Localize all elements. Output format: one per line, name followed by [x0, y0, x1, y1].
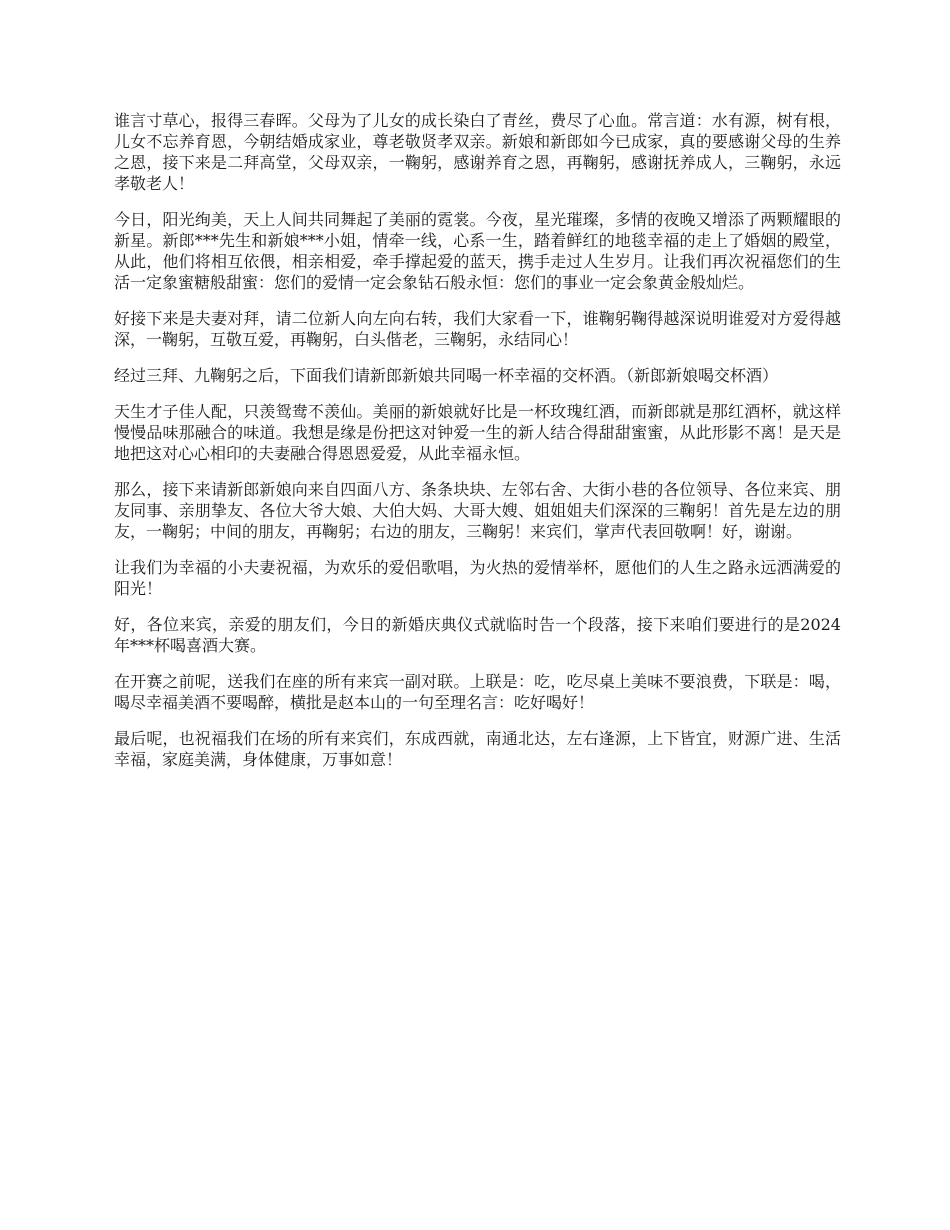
- paragraph-wedding-toast: 经过三拜、九鞠躬之后，下面我们请新郎新娘共同喝一杯幸福的交杯酒。（新郎新娘喝交杯酒）: [114, 366, 779, 385]
- document-body: [114, 110, 841, 785]
- paragraph-couple-bow: 好接下来是夫妻对拜，请二位新人向左向右转，我们大家看一下，谁鞠躬鞠得越深说明谁爱对方爱得越深，一鞠躬，互敬互爱，再鞠躬，白头偕老，三鞠躬，永结同心！: [114, 309, 841, 349]
- paragraph-final-blessing: 最后呢，也祝福我们在场的所有来宾们，东成西就，南通北达，左右逢源，上下皆宜，财源广进、生活幸福，家庭美满，身体健康，万事如意！: [114, 729, 841, 769]
- paragraph-couplet: 在开赛之前呢，送我们在座的所有来宾一副对联。上联是：吃，吃尽桌上美味不要浪费，下联是：喝，喝尽幸福美酒不要喝醉，横批是赵本山的一句至理名言：吃好喝好！: [114, 672, 841, 712]
- paragraph-blessing-couple: 今日，阳光绚美，天上人间共同舞起了美丽的霓裳。今夜，星光璀璨，多情的夜晚又增添了两颗耀眼的新星。新郎***先生和新娘***小姐，情牵一线，心系一生，踏着鲜红的地毯幸福的走上了婚姻的殿堂，从此，他们将相互依偎，相亲相爱，牵手撑起爱的蓝天，携手走过人生岁月。让我们再次祝福您们的生活一定象蜜糖般甜蜜：您们的爱情一定会象钻石般永恒：您们的事业一定会象黄金般灿烂。: [114, 210, 841, 292]
- paragraph-guests-bow: 那么，接下来请新郎新娘向来自四面八方、条条块块、左邻右舍、大街小巷的各位领导、各位来宾、朋友同事、亲朋挚友、各位大爷大娘、大伯大妈、大哥大嫂、姐姐姐夫们深深的三鞠躬！首先是左边的朋友，一鞠躬；中间的朋友，再鞠躬；右边的朋友，三鞠躬！来宾们，掌声代表回敬啊！好，谢谢。: [114, 480, 841, 541]
- paragraph-ceremony-end: 好，各位来宾，亲爱的朋友们，今日的新婚庆典仪式就临时告一个段落，接下来咱们要进行的是2024年***杯喝喜酒大赛。: [114, 615, 841, 655]
- paragraph-perfect-match: 天生才子佳人配，只羡鸳鸯不羡仙。美丽的新娘就好比是一杯玫瑰红酒，而新郎就是那红酒杯，就这样慢慢品味那融合的味道。我想是缘是份把这对钟爱一生的新人结合得甜甜蜜蜜，从此形影不离！是天是地把这对心心相印的夫妻融合得恩恩爱爱，从此幸福永恒。: [114, 402, 841, 463]
- paragraph-parents-tribute: 谁言寸草心，报得三春晖。父母为了儿女的成长染白了青丝，费尽了心血。常言道：水有源，树有根，儿女不忘养育恩，今朝结婚成家业，尊老敬贤孝双亲。新娘和新郎如今已成家，真的要感谢父母的生养之恩，接下来是二拜高堂，父母双亲，一鞠躬，感谢养育之恩，再鞠躬，感谢抚养成人，三鞠躬，永远孝敬老人！: [114, 111, 841, 193]
- paragraph-cheers: 让我们为幸福的小夫妻祝福，为欢乐的爱侣歌唱，为火热的爱情举杯，愿他们的人生之路永远洒满爱的阳光！: [114, 558, 841, 598]
